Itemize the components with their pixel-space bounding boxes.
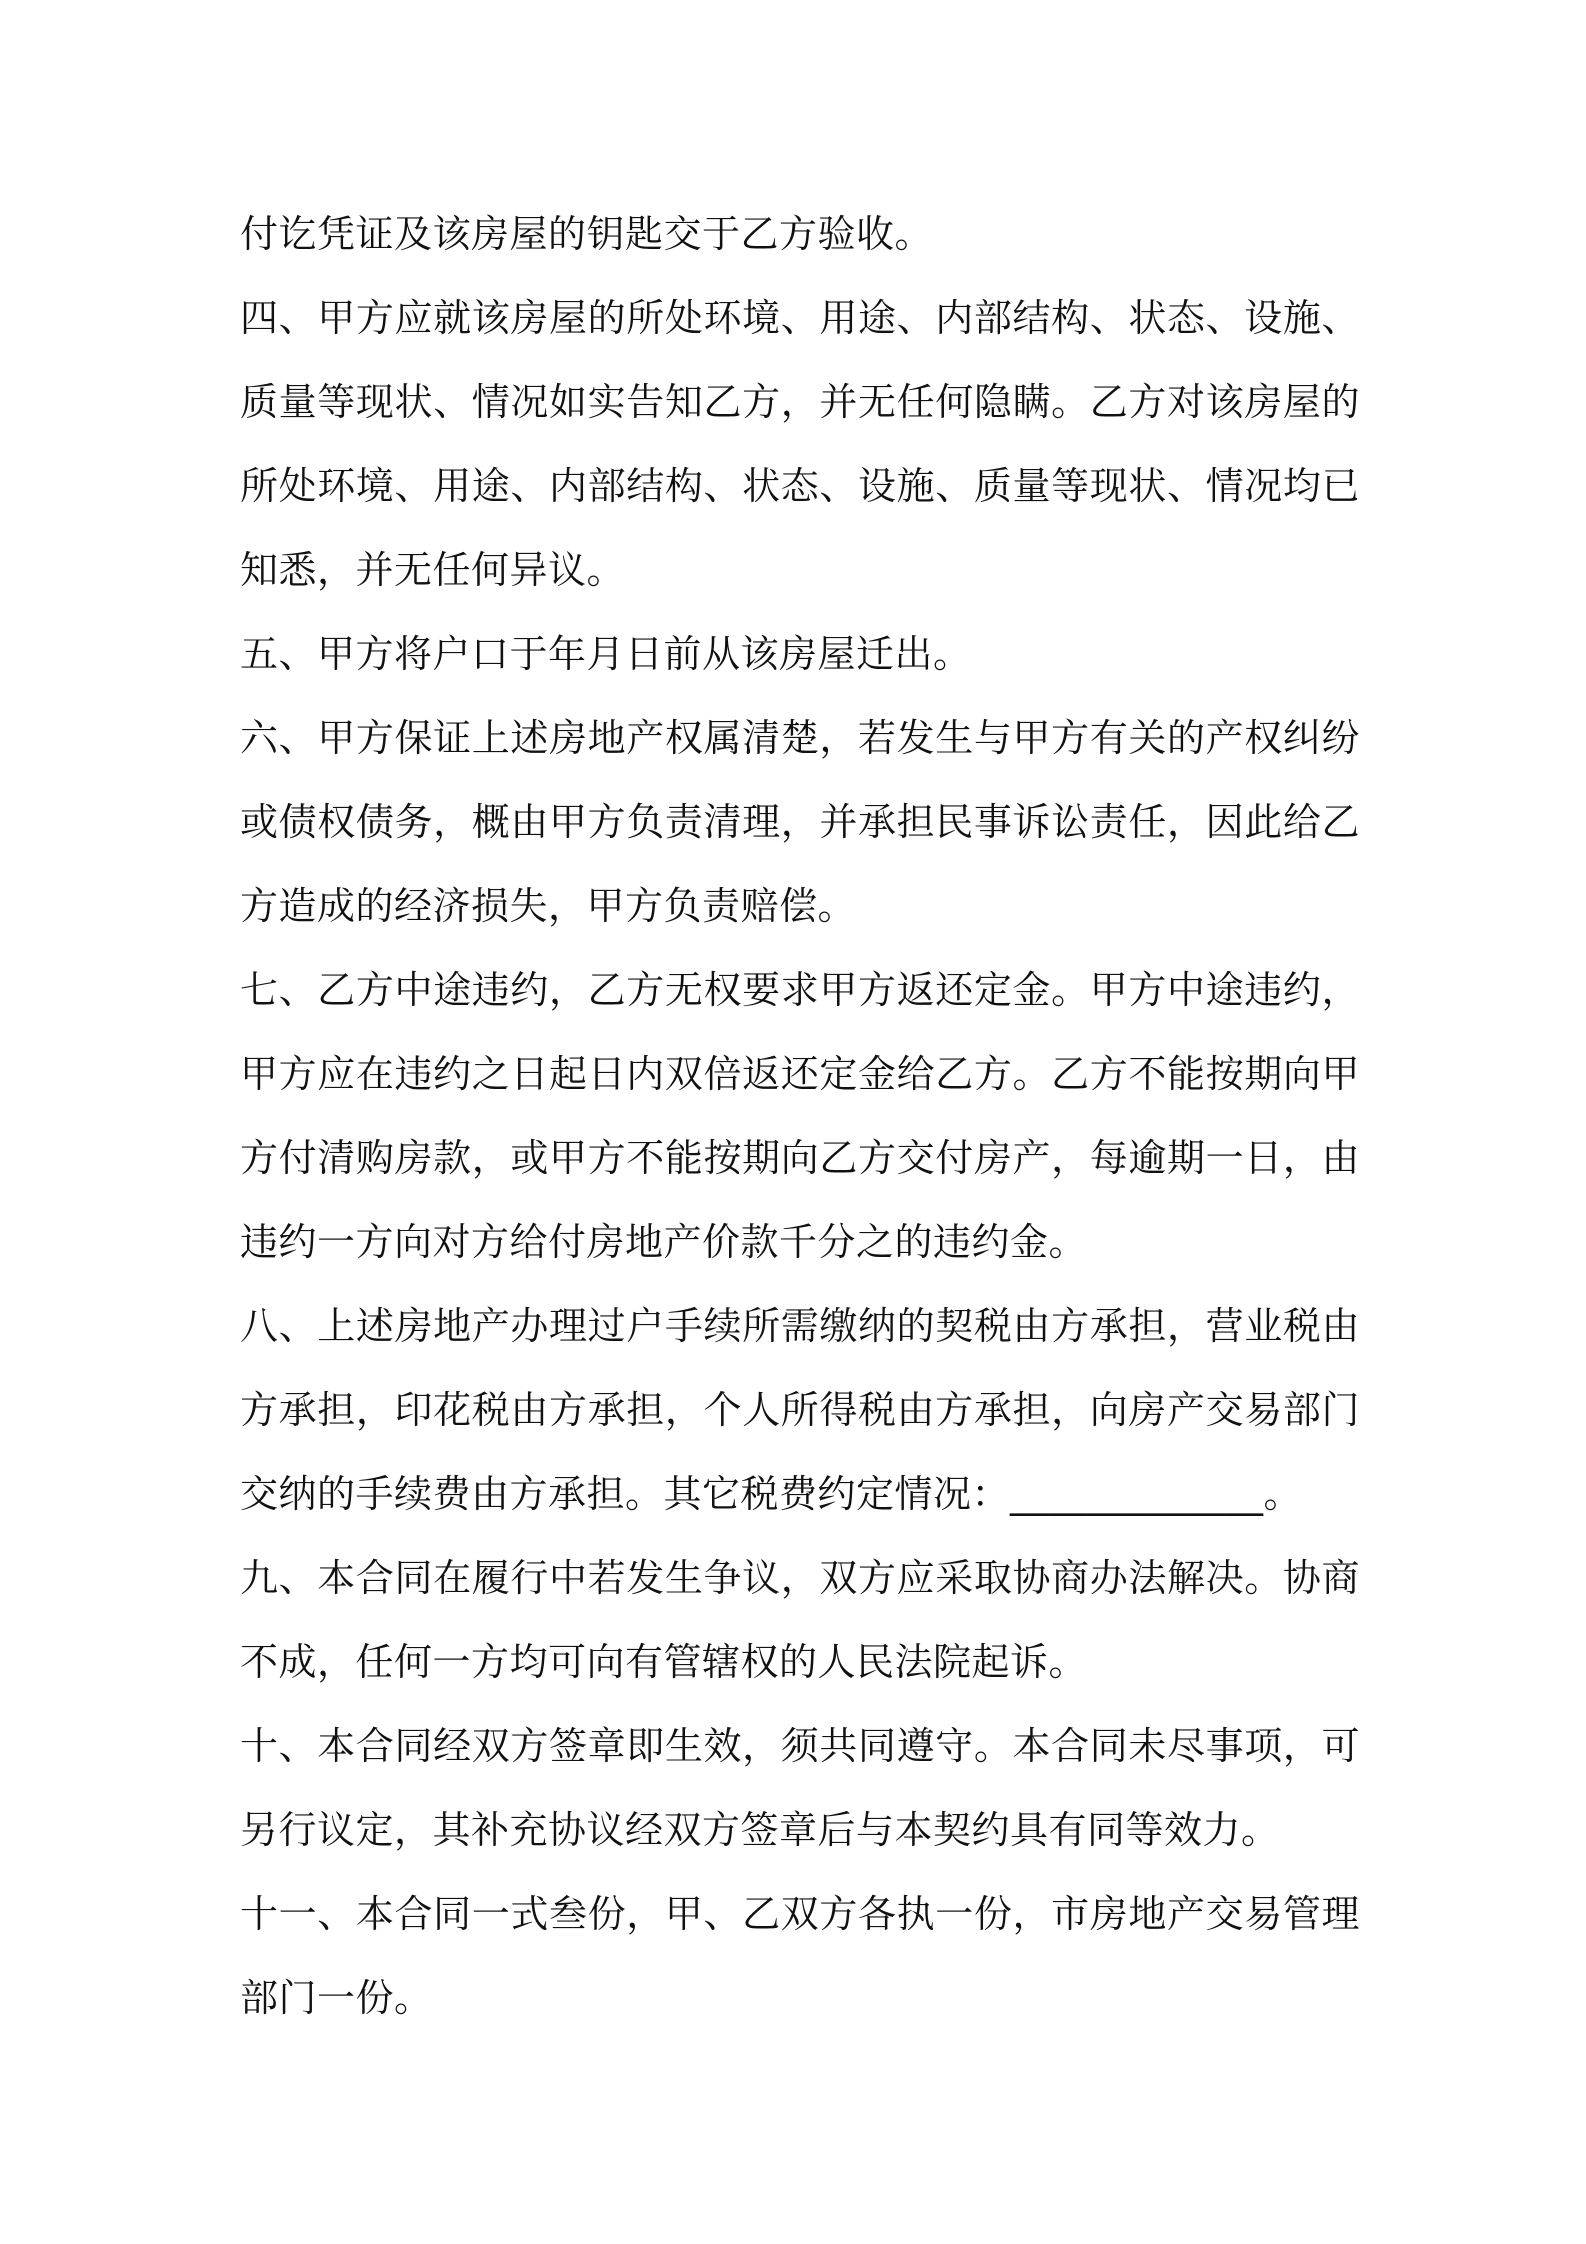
clause-4 (240, 276, 1360, 612)
clause-6 (240, 696, 1360, 948)
paragraph-text: 四、甲方应就该房屋的所处环境、用途、内部结构、状态、设施、质量等现状、情况如实告知乙方，并无任何隐瞒。乙方对该房屋的所处环境、用途、内部结构、状态、设施、质量等现状、情况均已知悉，并无任何异议。 (240, 296, 1360, 592)
paragraph-text: 十、本合同经双方签章即生效，须共同遵守。本合同未尽事项，可另行议定，其补充协议经双方签章后与本契约具有同等效力。 (240, 1724, 1360, 1852)
clause-10 (240, 1704, 1360, 1872)
clause-9 (240, 1536, 1360, 1704)
clause-7 (240, 948, 1360, 1284)
clause-11 (240, 1872, 1360, 2040)
clause-8 (240, 1284, 1360, 1536)
paragraph-continuation (240, 192, 1360, 276)
paragraph-text: 十一、本合同一式叁份，甲、乙双方各执一份，市房地产交易管理部门一份。 (240, 1892, 1360, 2020)
paragraph-text: 七、乙方中途违约，乙方无权要求甲方返还定金。甲方中途违约，甲方应在违约之日起日内双倍返还定金给乙方。乙方不能按期向甲方付清购房款，或甲方不能按期向乙方交付房产，每逾期一日，由违约一方向对方给付房地产价款千分之的违约金。 (240, 968, 1360, 1264)
document-body (240, 192, 1360, 2040)
paragraph-text: 五、甲方将户口于年月日前从该房屋迁出。 (240, 632, 972, 676)
paragraph-text: 九、本合同在履行中若发生争议，双方应采取协商办法解决。协商不成，任何一方均可向有管辖权的人民法院起诉。 (240, 1556, 1360, 1684)
paragraph-text: 付讫凭证及该房屋的钥匙交于乙方验收。 (240, 212, 934, 256)
paragraph-text: 六、甲方保证上述房地产权属清楚，若发生与甲方有关的产权纠纷或债权债务，概由甲方负责清理，并承担民事诉讼责任，因此给乙方造成的经济损失，甲方负责赔偿。 (240, 716, 1360, 928)
clause-5 (240, 612, 1360, 696)
paragraph-text: 八、上述房地产办理过户手续所需缴纳的契税由方承担，营业税由方承担，印花税由方承担，个人所得税由方承担，向房产交易部门交纳的手续费由方承担。其它税费约定情况：_____________。 (240, 1304, 1360, 1516)
